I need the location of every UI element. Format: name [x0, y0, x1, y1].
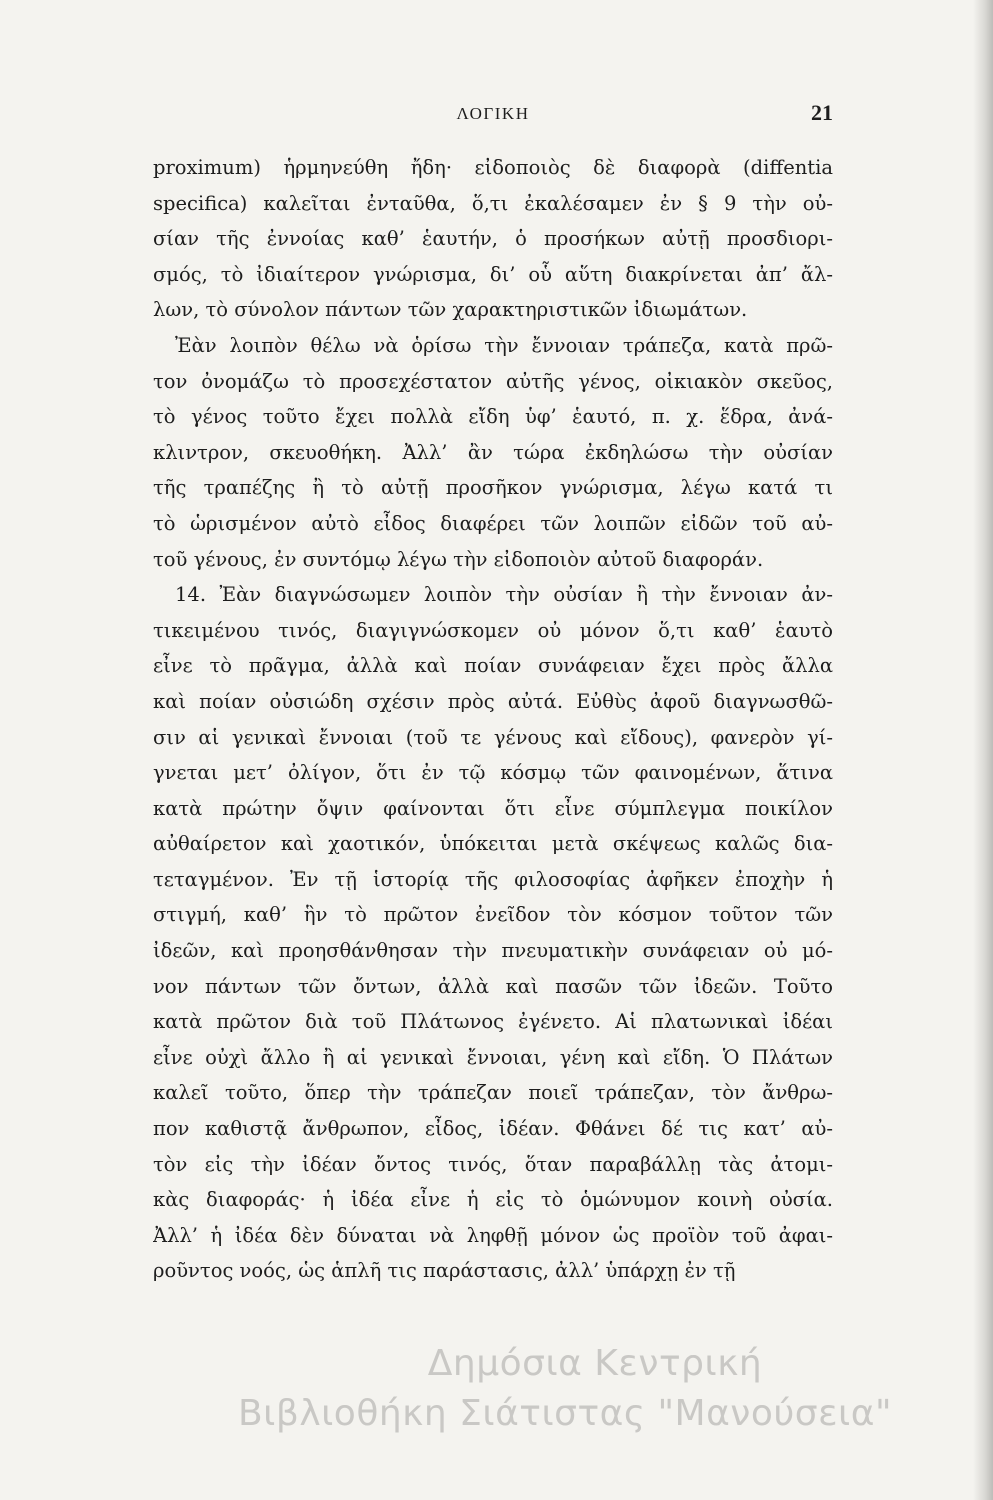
text-line: στιγμή, καθ’ ἣν τὸ πρῶτον ἐνεῖδον τὸν κόσμον τοῦτον τῶν — [153, 903, 833, 927]
text-line: τὸ γένος τοῦτο ἔχει πολλὰ εἴδη ὑφ’ ἑαυτό, π. χ. ἕδρα, ἀνά- — [153, 405, 833, 429]
text-line: γνεται μετ’ ὀλίγον, ὅτι ἐν τῷ κόσμῳ τῶν φαινομένων, ἅτινα — [153, 761, 833, 785]
text-line: τεταγμένον. Ἐν τῇ ἱστορίᾳ τῆς φιλοσοφίας ἀφῆκεν ἐποχὴν ἡ — [153, 867, 833, 891]
running-title: ΛΟΓΙΚΗ — [456, 104, 530, 123]
text-line: εἶνε τὸ πρᾶγμα, ἀλλὰ καὶ ποίαν συνάφειαν ἔχει πρὸς ἄλλα — [153, 654, 833, 678]
text-line: Ἐὰν λοιπὸν θέλω νὰ ὁρίσω τὴν ἔννοιαν τράπεζα, κατὰ πρῶ- — [175, 333, 833, 357]
text-line: αὐθαίρετον καὶ χαοτικόν, ὑπόκειται μετὰ σκέψεως καλῶς δια- — [153, 832, 833, 856]
library-watermark-line2: Βιβλιοθήκη Σιάτιστας "Μανούσεια" — [237, 1393, 893, 1434]
text-line: ἰδεῶν, καὶ προησθάνθησαν τὴν πνευματικὴν συνάφειαν οὐ μό- — [153, 939, 833, 963]
text-line: σμός, τὸ ἰδιαίτερον γνώρισμα, δι’ οὗ αὕτη διακρίνεται ἀπ’ ἄλ- — [153, 262, 833, 286]
text-line: τὸν εἰς τὴν ἰδέαν ὄντος τινός, ὅταν παραβάλλῃ τὰς ἀτομι- — [153, 1152, 833, 1176]
text-line: specifica) καλεῖται ἐνταῦθα, ὅ,τι ἐκαλέσαμεν ἐν § 9 τὴν οὐ- — [153, 191, 833, 215]
text-line: σιν αἱ γενικαὶ ἔννοιαι (τοῦ τε γένους καὶ εἴδους), φανερὸν γί- — [153, 725, 833, 749]
page-edge — [973, 0, 993, 1500]
text-line: ροῦντος νοός, ὡς ἁπλῆ τις παράστασις, ἀλλ’ ὑπάρχῃ ἐν τῇ — [153, 1259, 736, 1283]
text-line: εἶνε οὐχὶ ἄλλο ἢ αἱ γενικαὶ ἔννοιαι, γένη καὶ εἴδη. Ὁ Πλάτων — [153, 1045, 833, 1069]
page-number: 21 — [811, 100, 833, 125]
text-line: κατὰ πρῶτον διὰ τοῦ Πλάτωνος ἐγένετο. Αἱ πλατωνικαὶ ἰδέαι — [153, 1010, 833, 1034]
text-line: καὶ ποίαν οὐσιώδη σχέσιν πρὸς αὐτά. Εὐθὺς ἀφοῦ διαγνωσθῶ- — [153, 689, 833, 713]
text-line: σίαν τῆς ἐννοίας καθ’ ἑαυτήν, ὁ προσήκων αὐτῇ προσδιορι- — [153, 227, 833, 251]
body-text — [153, 150, 833, 1289]
text-line: κατὰ πρώτην ὄψιν φαίνονται ὅτι εἶνε σύμπλεγμα ποικίλον — [153, 796, 833, 820]
text-line: 14. Ἐὰν διαγνώσωμεν λοιπὸν τὴν οὐσίαν ἢ τὴν ἔννοιαν ἀν- — [175, 583, 833, 607]
text-line: λων, τὸ σύνολον πάντων τῶν χαρακτηριστικῶν ἰδιωμάτων. — [153, 298, 748, 322]
text-line: τὸ ὡρισμένον αὐτὸ εἶδος διαφέρει τῶν λοιπῶν εἰδῶν τοῦ αὐ- — [153, 511, 833, 535]
text-line: καλεῖ τοῦτο, ὅπερ τὴν τράπεζαν ποιεῖ τράπεζαν, τὸν ἄνθρω- — [153, 1081, 833, 1105]
text-line: τικειμένου τινός, διαγιγνώσκομεν οὐ μόνον ὅ,τι καθ’ ἑαυτὸ — [153, 618, 833, 642]
library-watermark-line1: Δημόσια Κεντρική — [427, 1343, 763, 1384]
text-line: νον πάντων τῶν ὄντων, ἀλλὰ καὶ πασῶν τῶν ἰδεῶν. Τοῦτο — [153, 974, 833, 998]
text-line: κλιντρον, σκευοθήκη. Ἀλλ’ ἂν τώρα ἐκδηλώσω τὴν οὐσίαν — [153, 440, 833, 464]
text-line: τοῦ γένους, ἐν συντόμῳ λέγω τὴν εἰδοποιὸν αὐτοῦ διαφοράν. — [153, 547, 764, 571]
text-line: πον καθιστᾷ ἄνθρωπον, εἶδος, ἰδέαν. Φθάνει δέ τις κατ’ αὐ- — [153, 1117, 833, 1141]
text-line: proximum) ἡρμηνεύθη ἤδη· εἰδοποιὸς δὲ διαφορὰ (diffentia — [153, 156, 833, 179]
text-line: Ἀλλ’ ἡ ἰδέα δὲν δύναται νὰ ληφθῇ μόνον ὡς προϊὸν τοῦ ἀφαι- — [153, 1223, 833, 1247]
page-header — [153, 100, 833, 130]
text-line: κὰς διαφοράς· ἡ ἰδέα εἶνε ἡ εἰς τὸ ὁμώνυμον κοινὴ οὐσία. — [153, 1188, 833, 1212]
text-line: τῆς τραπέζης ἢ τὸ αὐτῇ προσῆκον γνώρισμα, λέγω κατά τι — [153, 476, 833, 500]
text-line: τον ὀνομάζω τὸ προσεχέστατον αὐτῆς γένος, οἰκιακὸν σκεῦος, — [153, 369, 833, 393]
